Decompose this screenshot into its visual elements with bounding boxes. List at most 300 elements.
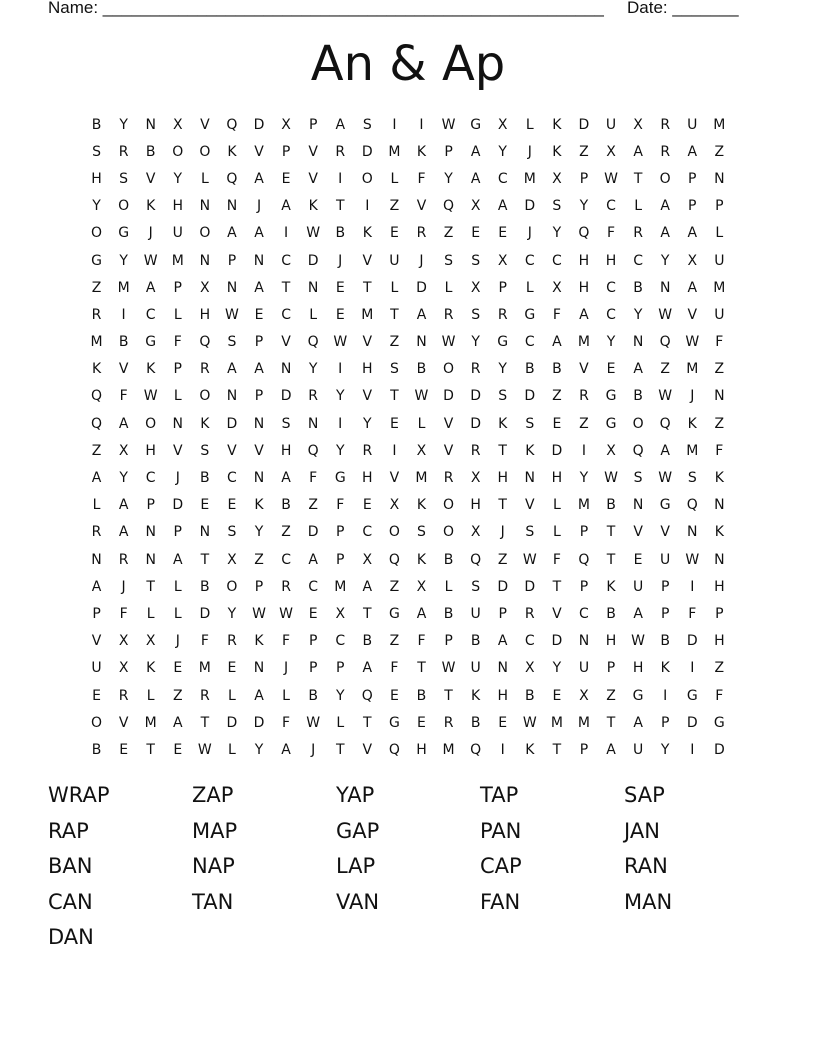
grid-letter: H	[605, 633, 617, 650]
grid-letter: L	[390, 170, 399, 187]
grid-letter: B	[362, 633, 373, 650]
grid-letter: L	[146, 605, 155, 622]
grid-letter: N	[199, 198, 211, 215]
grid-row	[83, 437, 733, 464]
grid-letter: L	[309, 306, 318, 323]
grid-letter: E	[254, 306, 264, 323]
grid-letter: B	[91, 741, 102, 758]
grid-letter: S	[281, 415, 291, 432]
grid-letter: A	[172, 551, 183, 568]
grid-letter: F	[417, 170, 426, 187]
grid-letter: K	[200, 415, 210, 432]
grid-letter: A	[254, 225, 264, 242]
grid-letter: V	[200, 116, 210, 133]
grid-letter: Y	[173, 170, 183, 187]
grid-letter: T	[606, 551, 616, 568]
grid-letter: W	[658, 388, 673, 405]
grid-letter: K	[91, 361, 102, 378]
grid-letter: N	[714, 551, 725, 568]
grid-letter: P	[498, 605, 507, 622]
grid-letter: U	[632, 578, 644, 595]
grid-letter: A	[91, 470, 102, 487]
grid-letter: A	[416, 306, 427, 323]
grid-letter: E	[92, 687, 101, 704]
grid-letter: I	[338, 415, 343, 432]
grid-letter: P	[660, 605, 670, 622]
grid-letter: R	[497, 306, 508, 323]
grid-letter: A	[633, 605, 643, 622]
grid-letter: D	[524, 388, 536, 405]
grid-letter: V	[362, 252, 373, 269]
grid-letter: L	[282, 687, 290, 704]
grid-letter: F	[715, 687, 724, 704]
grid-letter: A	[497, 633, 508, 650]
grid-letter: R	[199, 361, 210, 378]
grid-letter: W	[522, 714, 537, 731]
grid-letter: N	[659, 279, 671, 296]
grid-letter: O	[199, 143, 211, 160]
grid-letter: W	[333, 334, 348, 351]
grid-letter: R	[199, 687, 210, 704]
grid-letter: E	[389, 687, 399, 704]
word-list-item: PAN	[480, 818, 522, 843]
grid-letter: A	[118, 497, 129, 514]
grid-letter: C	[551, 252, 562, 269]
grid-letter: C	[633, 252, 643, 269]
grid-letter: E	[389, 415, 399, 432]
grid-letter: H	[578, 252, 590, 269]
grid-letter: T	[335, 198, 345, 215]
word-list-item: TAP	[480, 783, 519, 807]
grid-letter: S	[552, 198, 562, 215]
grid-letter: S	[633, 470, 643, 487]
grid-letter: A	[552, 334, 562, 351]
grid-letter: F	[390, 660, 399, 677]
grid-letter: G	[334, 470, 346, 487]
word-list-item: GAP	[336, 818, 380, 843]
grid-letter: O	[388, 524, 400, 541]
grid-row	[83, 138, 733, 165]
grid-letter: R	[633, 225, 643, 242]
letter-grid	[83, 111, 733, 764]
grid-row	[83, 274, 733, 301]
grid-letter: U	[632, 741, 644, 758]
grid-letter: R	[281, 578, 291, 595]
grid-letter: J	[175, 633, 180, 650]
grid-letter: B	[443, 551, 454, 568]
grid-letter: I	[690, 660, 695, 677]
grid-letter: X	[497, 252, 508, 269]
grid-letter: V	[362, 334, 373, 351]
grid-letter: W	[685, 551, 700, 568]
grid-row	[83, 329, 733, 356]
grid-letter: S	[227, 334, 237, 351]
grid-letter: Q	[91, 415, 103, 432]
grid-letter: S	[525, 415, 535, 432]
grid-letter: P	[308, 660, 318, 677]
grid-letter: F	[552, 551, 561, 568]
grid-letter: E	[498, 714, 508, 731]
grid-letter: P	[715, 198, 724, 215]
grid-letter: O	[145, 415, 157, 432]
grid-letter: E	[227, 660, 237, 677]
grid-letter: O	[226, 578, 238, 595]
grid-letter: N	[714, 170, 725, 187]
grid-letter: U	[389, 252, 400, 269]
grid-letter: U	[470, 605, 481, 622]
grid-letter: I	[690, 578, 695, 595]
grid-letter: A	[660, 442, 670, 459]
grid-letter: M	[144, 714, 157, 731]
word-list-item: MAN	[624, 889, 673, 914]
grid-letter: H	[714, 578, 725, 595]
grid-letter: F	[119, 605, 128, 622]
grid-letter: O	[91, 225, 103, 242]
grid-letter: G	[632, 687, 644, 704]
grid-letter: D	[307, 524, 319, 541]
grid-row	[83, 247, 733, 274]
grid-letter: H	[578, 279, 590, 296]
grid-letter: W	[658, 470, 673, 487]
grid-letter: M	[198, 660, 211, 677]
grid-letter: M	[577, 497, 590, 514]
grid-letter: A	[687, 225, 698, 242]
word-list-item: BAN	[48, 854, 93, 879]
grid-letter: L	[552, 524, 561, 541]
grid-letter: J	[256, 198, 262, 215]
grid-letter: T	[552, 741, 562, 758]
grid-letter: F	[417, 633, 426, 650]
grid-letter: A	[362, 578, 373, 595]
grid-letter: V	[633, 524, 643, 541]
grid-letter: W	[414, 388, 429, 405]
grid-letter: L	[228, 687, 236, 704]
grid-letter: X	[524, 660, 535, 677]
grid-letter: A	[470, 143, 481, 160]
grid-letter: V	[362, 741, 373, 758]
grid-letter: E	[119, 741, 129, 758]
grid-letter: X	[470, 279, 481, 296]
grid-letter: C	[281, 306, 291, 323]
grid-letter: D	[361, 143, 373, 160]
grid-letter: C	[579, 605, 589, 622]
grid-letter: F	[552, 306, 561, 323]
word-list-item: SAP	[624, 783, 665, 807]
grid-letter: E	[498, 225, 508, 242]
grid-letter: K	[687, 415, 697, 432]
grid-letter: X	[552, 279, 562, 296]
grid-row	[83, 410, 733, 437]
grid-letter: L	[228, 741, 236, 758]
grid-letter: Y	[498, 361, 507, 378]
grid-letter: V	[416, 198, 427, 215]
grid-letter: Q	[659, 334, 671, 351]
grid-letter: C	[606, 198, 616, 215]
grid-letter: Z	[443, 225, 454, 242]
grid-letter: H	[605, 252, 617, 269]
grid-letter: C	[335, 633, 346, 650]
grid-letter: N	[145, 116, 156, 133]
word-list-item: DAN	[48, 925, 94, 950]
grid-letter: B	[335, 225, 346, 242]
grid-letter: D	[470, 415, 482, 432]
grid-letter: A	[91, 578, 102, 595]
grid-letter: X	[416, 442, 427, 459]
grid-letter: U	[172, 225, 183, 242]
grid-letter: W	[306, 225, 321, 242]
grid-letter: B	[281, 497, 291, 514]
grid-letter: I	[338, 170, 343, 187]
grid-letter: A	[281, 470, 291, 487]
grid-letter: F	[282, 633, 291, 650]
grid-letter: W	[252, 605, 266, 622]
grid-letter: P	[254, 334, 264, 351]
grid-letter: Y	[579, 470, 589, 487]
grid-letter: W	[306, 714, 321, 731]
word-list-item: YAP	[336, 783, 375, 807]
grid-letter: Y	[363, 415, 372, 432]
grid-letter: P	[227, 252, 237, 269]
grid-letter: R	[443, 306, 454, 323]
grid-letter: F	[119, 388, 128, 405]
grid-letter: S	[92, 143, 101, 160]
grid-letter: H	[497, 470, 508, 487]
grid-letter: T	[390, 306, 399, 323]
grid-letter: L	[173, 388, 182, 405]
grid-letter: O	[443, 524, 455, 541]
grid-letter: L	[417, 415, 426, 432]
grid-letter: N	[145, 551, 156, 568]
grid-letter: M	[523, 170, 536, 187]
grid-letter: C	[227, 470, 237, 487]
grid-letter: V	[443, 415, 454, 432]
grid-letter: H	[362, 470, 373, 487]
grid-letter: W	[604, 470, 618, 487]
grid-letter: Q	[388, 741, 400, 758]
grid-letter: K	[552, 116, 562, 133]
grid-letter: S	[525, 524, 535, 541]
grid-letter: U	[91, 660, 102, 677]
grid-letter: P	[579, 524, 589, 541]
grid-letter: W	[143, 388, 158, 405]
grid-letter: G	[659, 497, 671, 514]
grid-letter: C	[524, 252, 535, 269]
grid-letter: Q	[443, 198, 455, 215]
grid-letter: U	[578, 660, 590, 677]
grid-letter: L	[92, 497, 101, 514]
grid-letter: C	[497, 170, 508, 187]
grid-letter: A	[308, 551, 318, 568]
grid-letter: G	[524, 306, 536, 323]
grid-letter: L	[444, 578, 453, 595]
grid-letter: D	[524, 198, 536, 215]
grid-letter: K	[227, 143, 237, 160]
grid-letter: T	[444, 687, 453, 704]
grid-letter: H	[497, 687, 508, 704]
grid-letter: T	[146, 741, 155, 758]
grid-letter: D	[253, 714, 265, 731]
word-list-item: RAN	[624, 854, 668, 879]
grid-letter: I	[392, 442, 397, 459]
grid-letter: J	[148, 225, 153, 242]
grid-row	[83, 655, 733, 682]
grid-row	[83, 546, 733, 573]
grid-letter: J	[500, 524, 505, 541]
grid-letter: V	[254, 143, 264, 160]
grid-letter: Y	[308, 361, 318, 378]
grid-letter: P	[173, 524, 182, 541]
grid-letter: U	[605, 116, 617, 133]
grid-letter: S	[362, 116, 372, 133]
grid-letter: H	[172, 198, 184, 215]
grid-letter: R	[660, 116, 671, 133]
grid-letter: A	[281, 741, 291, 758]
grid-letter: N	[145, 524, 156, 541]
grid-letter: F	[688, 605, 697, 622]
grid-letter: N	[226, 388, 238, 405]
grid-letter: G	[118, 225, 130, 242]
grid-letter: X	[118, 442, 129, 459]
grid-letter: D	[470, 388, 482, 405]
grid-letter: X	[579, 687, 589, 704]
grid-letter: Y	[119, 470, 128, 487]
grid-letter: N	[226, 198, 238, 215]
grid-letter: R	[91, 524, 102, 541]
grid-letter: T	[498, 497, 507, 514]
grid-letter: B	[660, 633, 670, 650]
grid-letter: K	[606, 578, 616, 595]
grid-letter: Z	[172, 687, 183, 704]
grid-letter: H	[199, 306, 211, 323]
grid-letter: D	[172, 497, 184, 514]
grid-letter: X	[281, 116, 291, 133]
grid-letter: X	[633, 116, 643, 133]
grid-letter: V	[145, 170, 156, 187]
grid-letter: G	[470, 116, 482, 133]
grid-letter: L	[715, 225, 724, 242]
grid-letter: I	[500, 741, 505, 758]
grid-letter: A	[687, 279, 698, 296]
grid-letter: L	[173, 578, 182, 595]
grid-letter: U	[714, 252, 725, 269]
grid-letter: Y	[227, 605, 237, 622]
grid-letter: A	[172, 714, 183, 731]
grid-letter: R	[227, 633, 237, 650]
grid-letter: Z	[389, 198, 400, 215]
grid-letter: V	[118, 361, 129, 378]
grid-letter: V	[91, 633, 102, 650]
grid-letter: R	[308, 388, 319, 405]
grid-letter: M	[361, 306, 374, 323]
grid-row	[83, 628, 733, 655]
grid-letter: J	[175, 470, 180, 487]
grid-letter: I	[284, 225, 289, 242]
grid-letter: Q	[91, 388, 103, 405]
grid-letter: P	[92, 605, 101, 622]
grid-letter: O	[199, 225, 211, 242]
grid-letter: D	[551, 442, 563, 459]
puzzle-title: An & Ap	[310, 36, 506, 92]
grid-letter: A	[497, 198, 508, 215]
grid-letter: C	[606, 306, 616, 323]
grid-letter: A	[227, 225, 237, 242]
grid-letter: U	[714, 306, 725, 323]
grid-letter: D	[443, 388, 454, 405]
grid-letter: O	[443, 361, 455, 378]
grid-letter: M	[550, 714, 563, 731]
word-list-item: ZAP	[192, 783, 234, 807]
grid-letter: Y	[335, 687, 345, 704]
grid-letter: D	[497, 578, 509, 595]
grid-letter: N	[280, 361, 292, 378]
grid-letter: M	[415, 470, 428, 487]
grid-letter: Q	[226, 116, 238, 133]
grid-letter: L	[525, 279, 534, 296]
grid-letter: S	[119, 170, 129, 187]
grid-letter: X	[145, 633, 156, 650]
grid-letter: V	[118, 714, 129, 731]
grid-letter: X	[497, 116, 508, 133]
grid-letter: L	[444, 279, 453, 296]
grid-letter: A	[606, 741, 616, 758]
grid-letter: D	[280, 388, 292, 405]
grid-letter: J	[338, 252, 343, 269]
grid-letter: G	[497, 334, 509, 351]
grid-letter: P	[660, 578, 670, 595]
grid-letter: D	[686, 633, 698, 650]
grid-letter: N	[199, 524, 211, 541]
grid-letter: P	[579, 741, 589, 758]
grid-letter: X	[118, 633, 129, 650]
grid-letter: Q	[388, 551, 400, 568]
grid-letter: Z	[91, 279, 102, 296]
grid-letter: B	[606, 605, 616, 622]
grid-letter: N	[199, 252, 211, 269]
grid-letter: I	[581, 442, 587, 459]
grid-row	[83, 492, 733, 519]
grid-letter: B	[416, 687, 427, 704]
grid-letter: F	[173, 334, 182, 351]
grid-letter: B	[552, 361, 562, 378]
grid-letter: V	[579, 361, 589, 378]
grid-letter: E	[606, 361, 616, 378]
grid-letter: Q	[361, 687, 373, 704]
grid-letter: E	[417, 714, 426, 731]
grid-letter: P	[308, 633, 318, 650]
grid-letter: M	[577, 714, 590, 731]
grid-letter: V	[443, 442, 454, 459]
grid-letter: F	[282, 714, 291, 731]
grid-letter: F	[309, 470, 318, 487]
grid-letter: G	[686, 687, 698, 704]
grid-letter: R	[470, 442, 481, 459]
grid-row	[83, 709, 733, 736]
grid-letter: R	[118, 687, 129, 704]
grid-letter: V	[308, 170, 318, 187]
grid-letter: L	[634, 198, 642, 215]
grid-letter: R	[118, 143, 129, 160]
grid-letter: S	[471, 306, 481, 323]
grid-letter: V	[227, 442, 237, 459]
grid-letter: A	[254, 170, 264, 187]
grid-letter: Z	[308, 497, 318, 514]
grid-letter: E	[471, 225, 481, 242]
grid-letter: X	[362, 551, 373, 568]
grid-letter: O	[91, 714, 103, 731]
grid-letter: X	[172, 116, 183, 133]
grid-letter: C	[524, 334, 535, 351]
grid-letter: Q	[199, 334, 211, 351]
